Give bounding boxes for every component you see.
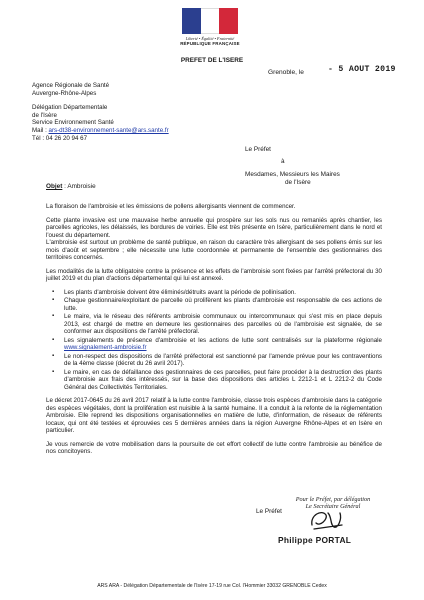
letter-body bbox=[46, 203, 382, 462]
sender-line: Service Environnement Santé bbox=[32, 119, 114, 127]
letter-to-word: à bbox=[281, 158, 285, 165]
place-date: Grenoble, le bbox=[268, 69, 304, 76]
prefecture-title: PREFET DE L'ISERE bbox=[180, 57, 244, 64]
footer-address: ARS ARA - Délégation Départementale de l'Isère 17-19 rue Col. l'Hommier 33032 GRENOBLE Cedex bbox=[97, 583, 327, 589]
rules-list bbox=[46, 289, 382, 392]
list-item: ▪ Le maire, via le réseau des référents ambroisie communaux ou intercommunaux qui s'est mis en place depuis 2013, est chargé de mettre en demeure les gestionnaires des parcelles où de l'ambroisie est signalée, de se conformer aux dispositions de l'arrêté préfectoral. bbox=[64, 313, 382, 336]
french-flag-icon bbox=[182, 8, 238, 34]
signature-prefix: Le Préfet bbox=[256, 508, 282, 515]
letter-to: Mesdames, Messieurs les Maires bbox=[245, 171, 340, 178]
list-item: ▪ Le maire, en cas de défaillance des gestionnaires de ces parcelles, peut faire procéder à la destruction des plants d'ambroisie aux frais des intéressés, sur la base des dispositions des articles L 2212-1 et L 2212-2 du Code Général des Collectivités Territoriales. bbox=[64, 369, 382, 392]
body-paragraph: Le décret 2017-0645 du 26 avril 2017 relatif à la lutte contre l'ambroisie, classe trois espèces d'ambroisie dans la catégorie des espèces végétales, dont la prolifération est nuisible à la santé humaine. Il a conduit à la refonte de la réglementation Ambroisie. Elle reprend les dispositions organisationnelles en matière de lutte, d'information, de réseaux de référents locaux, qui ont été testées et éprouvées ces 5 dernières années dans la région Auvergne Rhône-Alpes et en Isère en particulier. bbox=[46, 397, 382, 434]
handwritten-signature bbox=[306, 505, 350, 535]
sender-line: Auvergne-Rhône-Alpes bbox=[32, 89, 97, 97]
date-stamp: - 5 AOUT 2019 bbox=[328, 65, 396, 74]
letter-subject bbox=[46, 183, 96, 190]
sender-block bbox=[32, 82, 212, 142]
recipient-block bbox=[245, 146, 405, 187]
delegation-line: Pour le Préfet, par délégation bbox=[295, 496, 371, 503]
republic-logo bbox=[178, 8, 242, 46]
sender-line: Agence Régionale de Santé bbox=[32, 82, 110, 89]
body-paragraph: Les modalités de la lutte obligatoire contre la présence et les effets de l'ambroisie sont fixées par l'arrêté préfectoral du 30 juillet 2019 et du plan d'actions départemental qui lui est annexé. bbox=[46, 267, 382, 282]
list-item: ▪ Le non-respect des dispositions de l'arrêté préfectoral est sanctionné par l'amende prévue pour les contraventions de la 4ème classe (décret du 26 avril 2017). bbox=[64, 353, 382, 368]
platform-link[interactable]: www.signalement-ambroisie.fr bbox=[64, 344, 147, 351]
list-item-text: Les signalements de présence d'ambroisie et les actions de lutte sont centralisés sur la plateforme régionale bbox=[64, 336, 382, 344]
body-paragraph: Cette plante invasive est une mauvaise herbe annuelle qui prospère sur les sols nus ou remaniés après chantier, les parcelles agricoles, les délaissés, les bordures de voiries. Elle est très présente en Isère, particulièrement dans le nord et l'ouest du département. bbox=[46, 216, 382, 239]
mail-link[interactable]: ars-dt38-environnement-sante@ars.sante.fr bbox=[48, 126, 169, 134]
sender-phone: Tél : 04 26 20 94 67 bbox=[32, 134, 88, 142]
body-paragraph: L'ambroisie est surtout un problème de santé publique, en raison du caractère très allergisant de ses pollens émis sur les mois d'août et septembre ; elle nécessite une lutte coordonnée et permanente de l'ensemble des gestionnaires des territoires concernés. bbox=[46, 239, 382, 261]
mail-label: Mail : bbox=[32, 126, 47, 134]
letter-from: Le Préfet bbox=[245, 146, 271, 153]
list-item: ▪ Chaque gestionnaire/exploitant de parcelle où prolifèrent les plants d'ambroisie est responsable de ces actions de lutte. bbox=[64, 297, 382, 312]
sender-line: de l'Isère bbox=[32, 111, 57, 119]
letter-to-line2: de l'Isère bbox=[285, 179, 311, 186]
list-item bbox=[64, 337, 382, 352]
list-item: ▪ Les plants d'ambroisie doivent être éliminés/détruits avant la période de pollinisation. bbox=[64, 289, 382, 297]
subject-label: Objet bbox=[46, 183, 63, 190]
body-paragraph: Je vous remercie de votre mobilisation dans la poursuite de cet effort collectif de lutte contre l'ambroisie au bénéfice de nos concitoyens. bbox=[46, 440, 382, 455]
signer-name: Philippe PORTAL bbox=[278, 535, 352, 545]
body-paragraph: La floraison de l'ambroisie et les émissions de pollens allergisants viennent de commencer. bbox=[46, 203, 296, 210]
delegation-line: Le Secrétaire Général bbox=[305, 503, 361, 510]
subject-value: : Ambroisie bbox=[62, 183, 96, 190]
republic-motto: Liberté • Égalité • Fraternité bbox=[185, 36, 235, 41]
sender-mail bbox=[32, 127, 212, 135]
sender-line: Délégation Départementale bbox=[32, 104, 108, 112]
republic-name: RÉPUBLIQUE FRANÇAISE bbox=[180, 41, 240, 46]
